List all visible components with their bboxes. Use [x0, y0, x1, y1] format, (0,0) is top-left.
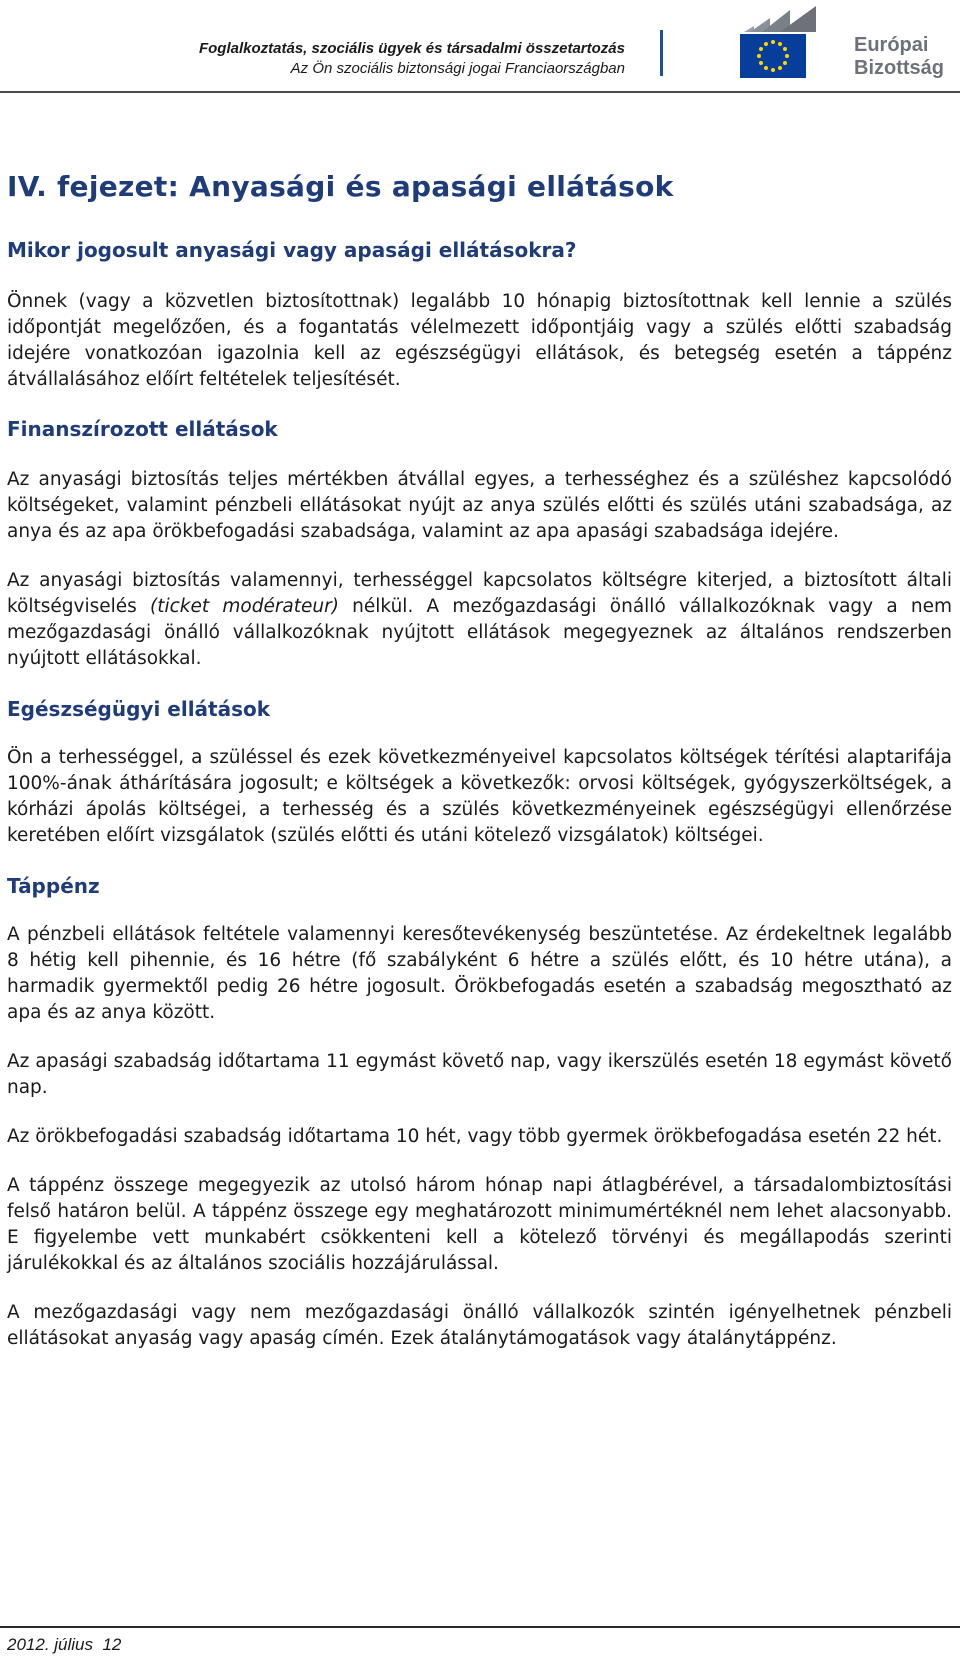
paragraph: Ön a terhességgel, a szüléssel és ezek következményeivel kapcsolatos költségek térítési alaptarifája 100%-ának áthárítására jogosult; e költségek a következők: orvosi költségek, gyógyszerköltségek, a kórházi ápolás költségei, a terhesség és a szülés következményeinek egészségügyi ellenőrzése keretében előírt vizsgálatok (szülés előtti és utáni kötelező vizsgálatok) költségei. [7, 747, 952, 846]
header-line-2: Az Ön szociális biztonsági jogai Franciaországban [290, 60, 625, 77]
paragraph-text: Az anyasági biztosítás valamennyi, terhességgel kapcsolatos költségre kiterjed, a biztosított általi költségviselés [7, 570, 952, 617]
section-heading: Táppénz [7, 874, 100, 898]
italic-term: (ticket modérateur) [150, 596, 339, 617]
section-heading: Mikor jogosult anyasági vagy apasági ellátásokra? [7, 238, 577, 262]
logo-line-1: Európai [854, 34, 929, 56]
commission-building-icon [740, 6, 820, 32]
chapter-title: IV. fejezet: Anyasági és apasági ellátások [7, 170, 674, 203]
paragraph [7, 568, 952, 672]
paragraph: Önnek (vagy a közvetlen biztosítottnak) legalább 10 hónapig biztosítottnak kell lennie a szülés időpontját megelőzően, és a fogantatás vélelmezett időpontjáig vagy a szülés előtti szabadság idejére vonatkozóan igazolnia kell az egészségügyi ellátások, és betegség esetén a táppénz átvállalásához előírt feltételek teljesítését. [7, 291, 952, 390]
eu-flag-icon [740, 34, 806, 78]
paragraph: A pénzbeli ellátások feltétele valamennyi keresőtevékenység beszüntetése. Az érdekeltnek legalább 8 hétig kell pihennie, és 16 hétre (fő szabályként 6 hétre a szülés előtt, és 10 hétre utána), a harmadik gyermektől pedig 26 hétre jogosult. Örökbefogadás esetén a szabadság megosztható az apa és az anya között. [7, 924, 952, 1023]
paragraph: A táppénz összege megegyezik az utolsó három hónap napi átlagbérével, a társadalombiztosítási felső határon belül. A táppénz összege egy meghatározott minimumértéknél nem lehet alacsonyabb. E figyelembe vett munkabért csökkenteni kell a kötelező törvényi és megállapodás szerinti járulékokkal és az általános szociális hozzájárulással. [7, 1175, 952, 1274]
footer-text: 2012. július 12 [7, 1635, 122, 1654]
commission-logo-text [854, 34, 944, 80]
paragraph: A mezőgazdasági vagy nem mezőgazdasági önálló vállalkozók szintén igényelhetnek pénzbeli ellátásokat anyaság vagy apaság címén. Ezek átalánytámogatások vagy átalánytáppénz. [7, 1302, 952, 1349]
header-line-1: Foglalkoztatás, szociális ügyek és társadalmi összetartozás [198, 40, 625, 57]
header-text [199, 39, 625, 79]
footer-divider [0, 1626, 960, 1628]
header-separator [660, 30, 663, 76]
header-divider [0, 91, 960, 93]
paragraph-text: nélkül. A mezőgazdasági önálló vállalkozóknak vagy a nem mezőgazdasági önálló vállalkozóknak nyújtott ellátások megegyeznek az általános rendszerben nyújtott ellátásokkal. [7, 596, 952, 669]
section-heading: Finanszírozott ellátások [7, 417, 278, 441]
paragraph: Az anyasági biztosítás teljes mértékben átvállal egyes, a terhességhez és a szüléshez kapcsolódó költségeket, valamint pénzbeli ellátásokat nyújt az anya szülés előtti és szülés utáni szabadsága, az anya és az apa örökbefogadási szabadsága, valamint az apa apasági szabadsága idejére. [7, 469, 952, 542]
section-heading: Egészségügyi ellátások [7, 697, 271, 721]
document-body [7, 170, 952, 1352]
paragraph: Az apasági szabadság időtartama 11 egymást követő nap, vagy ikerszülés esetén 18 egymást követő nap. [7, 1051, 952, 1098]
paragraph: Az örökbefogadási szabadság időtartama 10 hét, vagy több gyermek örökbefogadása esetén 22 hét. [7, 1126, 943, 1147]
logo-line-2: Bizottság [854, 57, 944, 79]
page-header [0, 0, 960, 96]
